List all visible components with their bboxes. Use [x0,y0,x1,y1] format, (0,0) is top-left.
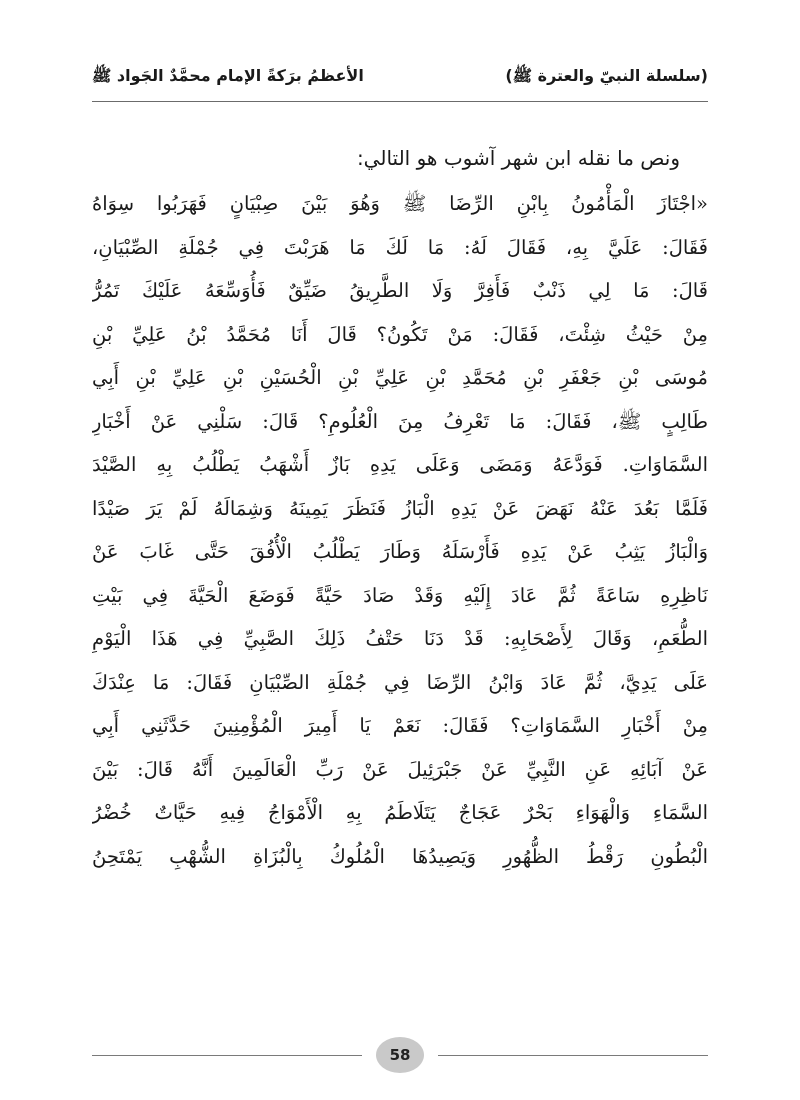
quote-line: السَّمَاوَاتِ. فَوَدَّعَهُ وَمَضَى وَعَلَى يَدِهِ بَازٌ أَشْهَبُ يَطْلُبُ بِهِ الصَّيْدَ [92,453,708,476]
intro-paragraph: ونص ما نقله ابن شهر آشوب هو التالي: [356,146,680,170]
quote-line: طَالِبٍ ﷺ، فَقَالَ: مَا تَعْرِفُ مِنَ الْعُلُومِ؟ قَالَ: سَلْنِي عَنْ أَخْبَارِ [92,409,708,433]
quote-line: الطُّعَمِ، وَقَالَ لِأَصْحَابِهِ: قَدْ دَنَا حَتْفُ ذَلِكَ الصَّبِيِّ فِي هَذَا الْيَوْمِ [92,627,708,650]
quote-line: قَالَ: مَا لِي ذَنْبٌ فَأَفِرَّ وَلَا الطَّرِيقُ ضَيِّقٌ فَأُوَسِّعَهُ عَلَيْكَ تَمُرُّ [92,279,708,302]
header-divider [92,101,708,102]
quote-line: عَنْ آبَائِهِ عَنِ النَّبِيِّ عَنْ جَبْرَئِيلَ عَنْ رَبِّ الْعَالَمِينَ أَنَّهُ قَالَ: بَيْنَ [92,757,708,781]
page-number: 58 [376,1037,424,1073]
quote-line: مِنْ حَيْثُ شِئْتَ، فَقَالَ: مَنْ تَكُونُ؟ قَالَ أَنَا مُحَمَّدُ بْنُ عَلِيِّ بْنِ [92,322,708,346]
series-title: (سلسلة النبيّ والعترة ﷺ) [505,65,708,85]
footer-divider-right [438,1055,708,1056]
quote-line: الْبُطُونِ رَقْطُ الظُّهُورِ وَيَصِيدُهَا الْمُلُوكُ بِالْبُزَاةِ الشُّهْبِ يَمْتَحِنُ [92,844,708,868]
quote-line: مِنْ أَخْبَارِ السَّمَاوَاتِ؟ فَقَالَ: نَعَمْ يَا أَمِيرَ الْمُؤْمِنِينَ حَدَّثَنِي أَبِي [92,714,708,737]
running-header [92,60,708,94]
book-title: الأعظمُ برَكةً الإمام محمَّدٌ الجَواد ﷺ [92,65,364,85]
body-text [92,134,708,878]
quote-block [92,182,708,878]
quote-line: وَالْبَازُ يَثِبُ عَنْ يَدِهِ فَأَرْسَلَهُ وَطَارَ يَطْلُبُ الْأُفُقَ حَتَّى غَابَ عَنْ [92,540,708,563]
quote-line: السَّمَاءِ وَالْهَوَاءِ بَحْرٌ عَجَاجٌ يَتَلَاطَمُ بِهِ الْأَمْوَاجُ فِيهِ حَيَّاتٌ خُضْرُ [92,801,708,824]
page-footer [92,1035,708,1075]
quote-line: مُوسَى بْنِ جَعْفَرِ بْنِ مُحَمَّدِ بْنِ عَلِيِّ بْنِ الْحُسَيْنِ بْنِ عَلِيِّ بْنِ أَبِي [92,366,708,389]
quote-line: نَاظِرِهِ سَاعَةً ثُمَّ عَادَ إِلَيْهِ وَقَدْ صَادَ حَيَّةً فَوَضَعَ الْحَيَّةَ فِي بَيْتِ [92,583,708,607]
quote-line: «اجْتَازَ الْمَأْمُونُ بِابْنِ الرِّضَا ﷺ وَهُوَ بَيْنَ صِبْيَانٍ فَهَرَبُوا سِوَاهُ [92,192,708,215]
footer-divider-left [92,1055,362,1056]
quote-line: فَلَمَّا بَعُدَ عَنْهُ نَهَضَ عَنْ يَدِهِ الْبَازُ فَنَظَرَ يَمِينَهُ وَشِمَالَهُ لَمْ يَرَ صَيْدًا [92,496,708,520]
quote-line: فَقَالَ: عَلَيَّ بِهِ، فَقَالَ لَهُ: مَا لَكَ مَا هَرَبْتَ فِي جُمْلَةِ الصِّبْيَانِ، [92,235,708,259]
quote-line: عَلَى يَدِيَّ، ثُمَّ عَادَ وَابْنُ الرِّضَا فِي جُمْلَةِ الصِّبْيَانِ فَقَالَ: مَا عِنْدَكَ [92,670,708,694]
